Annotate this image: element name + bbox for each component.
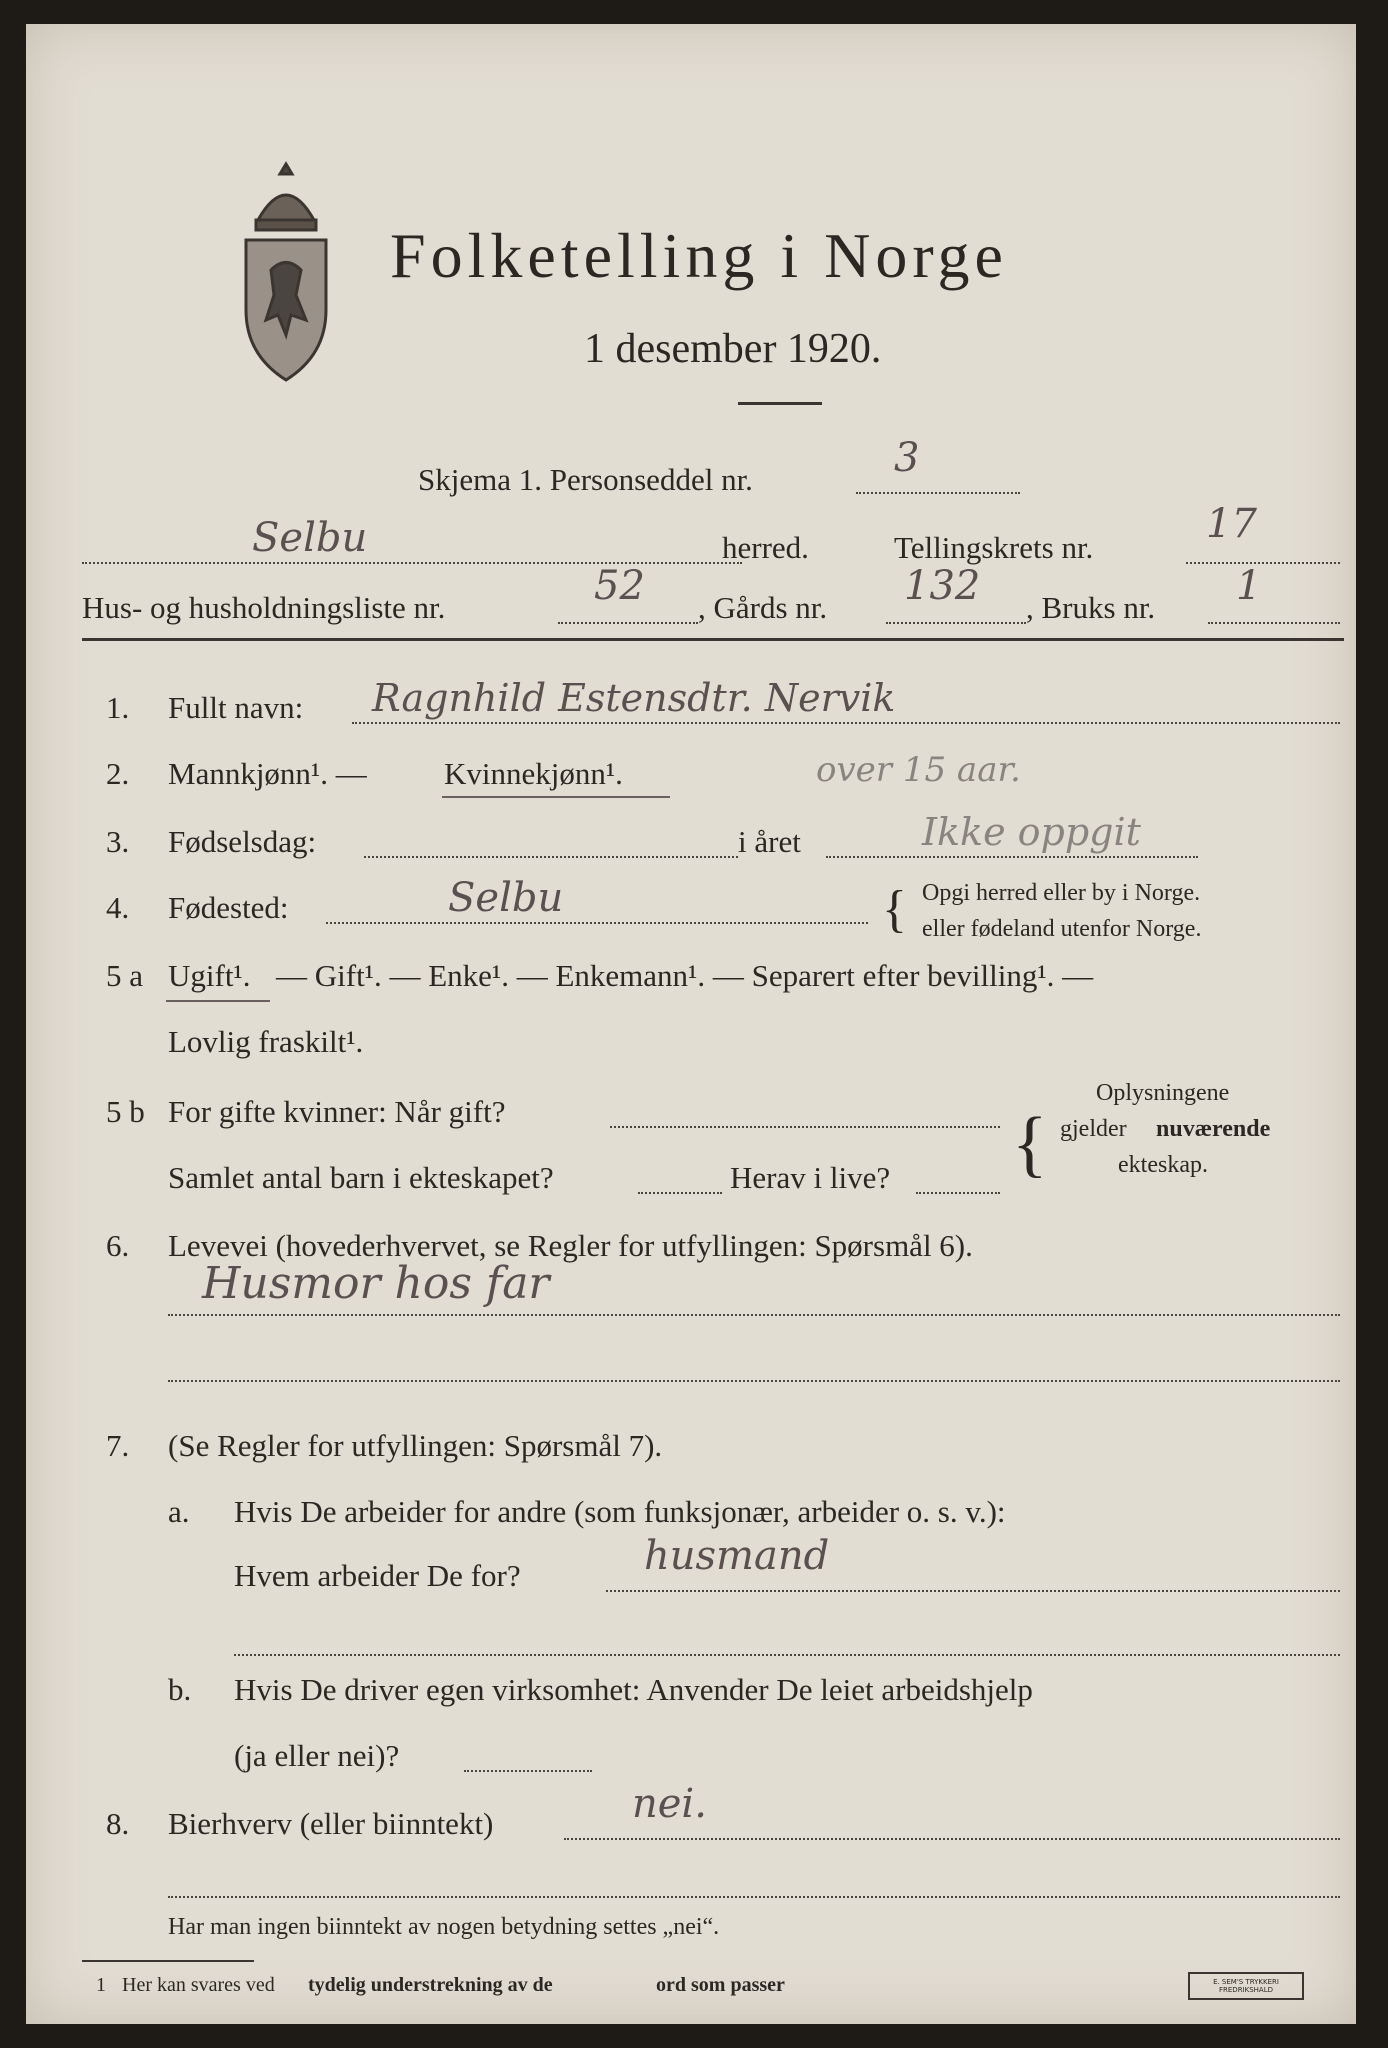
footnote-text-b: tydelig understrekning av de — [308, 1974, 553, 1996]
gards-label: , Gårds nr. — [698, 590, 828, 625]
q4-hint-brace: { — [882, 881, 907, 938]
hus-nr-value: 52 — [594, 563, 645, 609]
q2-female-option: Kvinnekjønn¹. — [444, 756, 623, 791]
side-income-value: nei. — [632, 1781, 707, 1827]
q6-label: Levevei (hovederhvervet, se Regler for utfyllingen: Spørsmål 6). — [168, 1228, 973, 1263]
q1-dots — [352, 722, 1340, 724]
q7a-label: Hvis De arbeider for andre (som funksjonær, arbeider o. s. v.): — [234, 1494, 1006, 1529]
q2-age-note: over 15 aar. — [816, 750, 1021, 790]
footnote-number: 1 — [96, 1974, 106, 1996]
q2-male-option: Mannkjønn¹. — — [168, 756, 367, 791]
q5a-ugift-underline — [166, 1000, 270, 1002]
q8-number: 8. — [106, 1806, 130, 1841]
q4-label: Fødested: — [168, 890, 289, 925]
q5b-herav-dots — [916, 1192, 1000, 1194]
q5b-line2: Samlet antal barn i ekteskapet? — [168, 1160, 554, 1195]
q7b-line2: (ja eller nei)? — [234, 1738, 400, 1773]
herred-value: Selbu — [252, 515, 368, 561]
q7b-dots — [464, 1770, 592, 1772]
tellingskrets-label: Tellingskrets nr. — [894, 530, 1094, 565]
q5b-hint-brace: { — [1012, 1103, 1048, 1185]
q5a-ugift-option: Ugift¹. — [168, 958, 251, 993]
personseddel-nr-value: 3 — [894, 435, 920, 481]
form-title: Folketelling i Norge — [390, 220, 1008, 291]
herred-label: herred. — [722, 530, 809, 565]
gards-nr-value: 132 — [904, 563, 981, 609]
occupation-value: Husmor hos far — [202, 1258, 550, 1309]
q3-year-label: i året — [738, 824, 801, 859]
q6-number: 6. — [106, 1228, 130, 1263]
q8-dots — [564, 1838, 1340, 1840]
q6-dots-1 — [168, 1314, 1340, 1316]
footnote-rule — [82, 1960, 254, 1962]
q5b-herav-label: Herav i live? — [730, 1160, 891, 1195]
bottom-note: Har man ingen biinntekt av nogen betydning settes „nei“. — [168, 1914, 720, 1940]
employer-value: husmand — [644, 1533, 830, 1579]
q3-dots — [364, 856, 738, 858]
q3-year-dots — [826, 856, 1198, 858]
bruks-dots — [1208, 622, 1340, 624]
q5b-dots — [610, 1126, 1000, 1128]
gards-dots — [886, 622, 1026, 624]
q5b-hint-line2a: gjelder — [1060, 1116, 1127, 1142]
q7a-dots — [606, 1590, 1340, 1592]
personseddel-dots — [856, 492, 1020, 494]
q4-number: 4. — [106, 890, 130, 925]
birthplace-value: Selbu — [448, 875, 564, 921]
q4-hint-line2: eller fødeland utenfor Norge. — [922, 916, 1202, 942]
printer-stamp-text: E. SEM'S TRYKKERI FREDRIKSHALD — [1213, 1978, 1279, 1994]
full-name-value: Ragnhild Estensdtr. Nervik — [372, 676, 896, 720]
census-date: 1 desember 1920. — [584, 326, 882, 372]
q7-number: 7. — [106, 1428, 130, 1463]
q7-label: (Se Regler for utfyllingen: Spørsmål 7). — [168, 1428, 663, 1463]
q5a-number: 5 a — [106, 958, 144, 993]
hus-label: Hus- og husholdningsliste nr. — [82, 590, 446, 625]
q5a-line2: Lovlig fraskilt¹. — [168, 1024, 364, 1059]
q5b-label: For gifte kvinner: Når gift? — [168, 1094, 506, 1129]
census-form-page — [26, 24, 1356, 2024]
q7a-dots-2 — [234, 1654, 1340, 1656]
q5b-hint-line1: Oplysningene — [1096, 1080, 1230, 1106]
hus-dots — [558, 622, 698, 624]
q3-birthdate-note: Ikke oppgit — [922, 810, 1141, 854]
q7b-letter: b. — [168, 1672, 192, 1707]
q5b-barn-dots — [638, 1192, 722, 1194]
skjema-label: Skjema 1. Personseddel nr. — [418, 462, 753, 497]
title-rule — [738, 402, 822, 405]
q2-number: 2. — [106, 756, 130, 791]
bruks-nr-value: 1 — [1236, 563, 1262, 609]
header-divider — [82, 638, 1344, 641]
q6-dots-2 — [168, 1380, 1340, 1382]
q8-label: Bierhverv (eller biinntekt) — [168, 1806, 494, 1841]
footnote-text-a: Her kan svares ved — [122, 1974, 275, 1996]
q7b-label: Hvis De driver egen virksomhet: Anvender De leiet arbeidshjelp — [234, 1672, 1033, 1707]
q4-hint-line1: Opgi herred eller by i Norge. — [922, 880, 1201, 906]
norwegian-coat-of-arms-icon — [236, 160, 336, 390]
tellingskrets-dots — [1186, 562, 1340, 564]
bruks-label: , Bruks nr. — [1026, 590, 1156, 625]
printer-stamp — [1188, 1972, 1304, 2000]
q5b-hint-line3: ekteskap. — [1118, 1152, 1208, 1178]
q7a-line2: Hvem arbeider De for? — [234, 1558, 521, 1593]
q4-dots — [326, 922, 868, 924]
q5b-hint-line2b: nuværende — [1156, 1116, 1271, 1142]
q8-dots-2 — [168, 1896, 1340, 1898]
q5b-number: 5 b — [106, 1094, 145, 1129]
footnote-text-c: ord som passer — [656, 1974, 785, 1996]
q3-label: Fødselsdag: — [168, 824, 317, 859]
q5a-other-options: — Gift¹. — Enke¹. — Enkemann¹. — Separert efter bevilling¹. — — [276, 958, 1094, 993]
q3-number: 3. — [106, 824, 130, 859]
q7a-letter: a. — [168, 1494, 190, 1529]
tellingskrets-nr-value: 17 — [1206, 501, 1257, 547]
q2-female-underline — [442, 796, 670, 798]
q1-label: Fullt navn: — [168, 690, 304, 725]
q1-number: 1. — [106, 690, 130, 725]
